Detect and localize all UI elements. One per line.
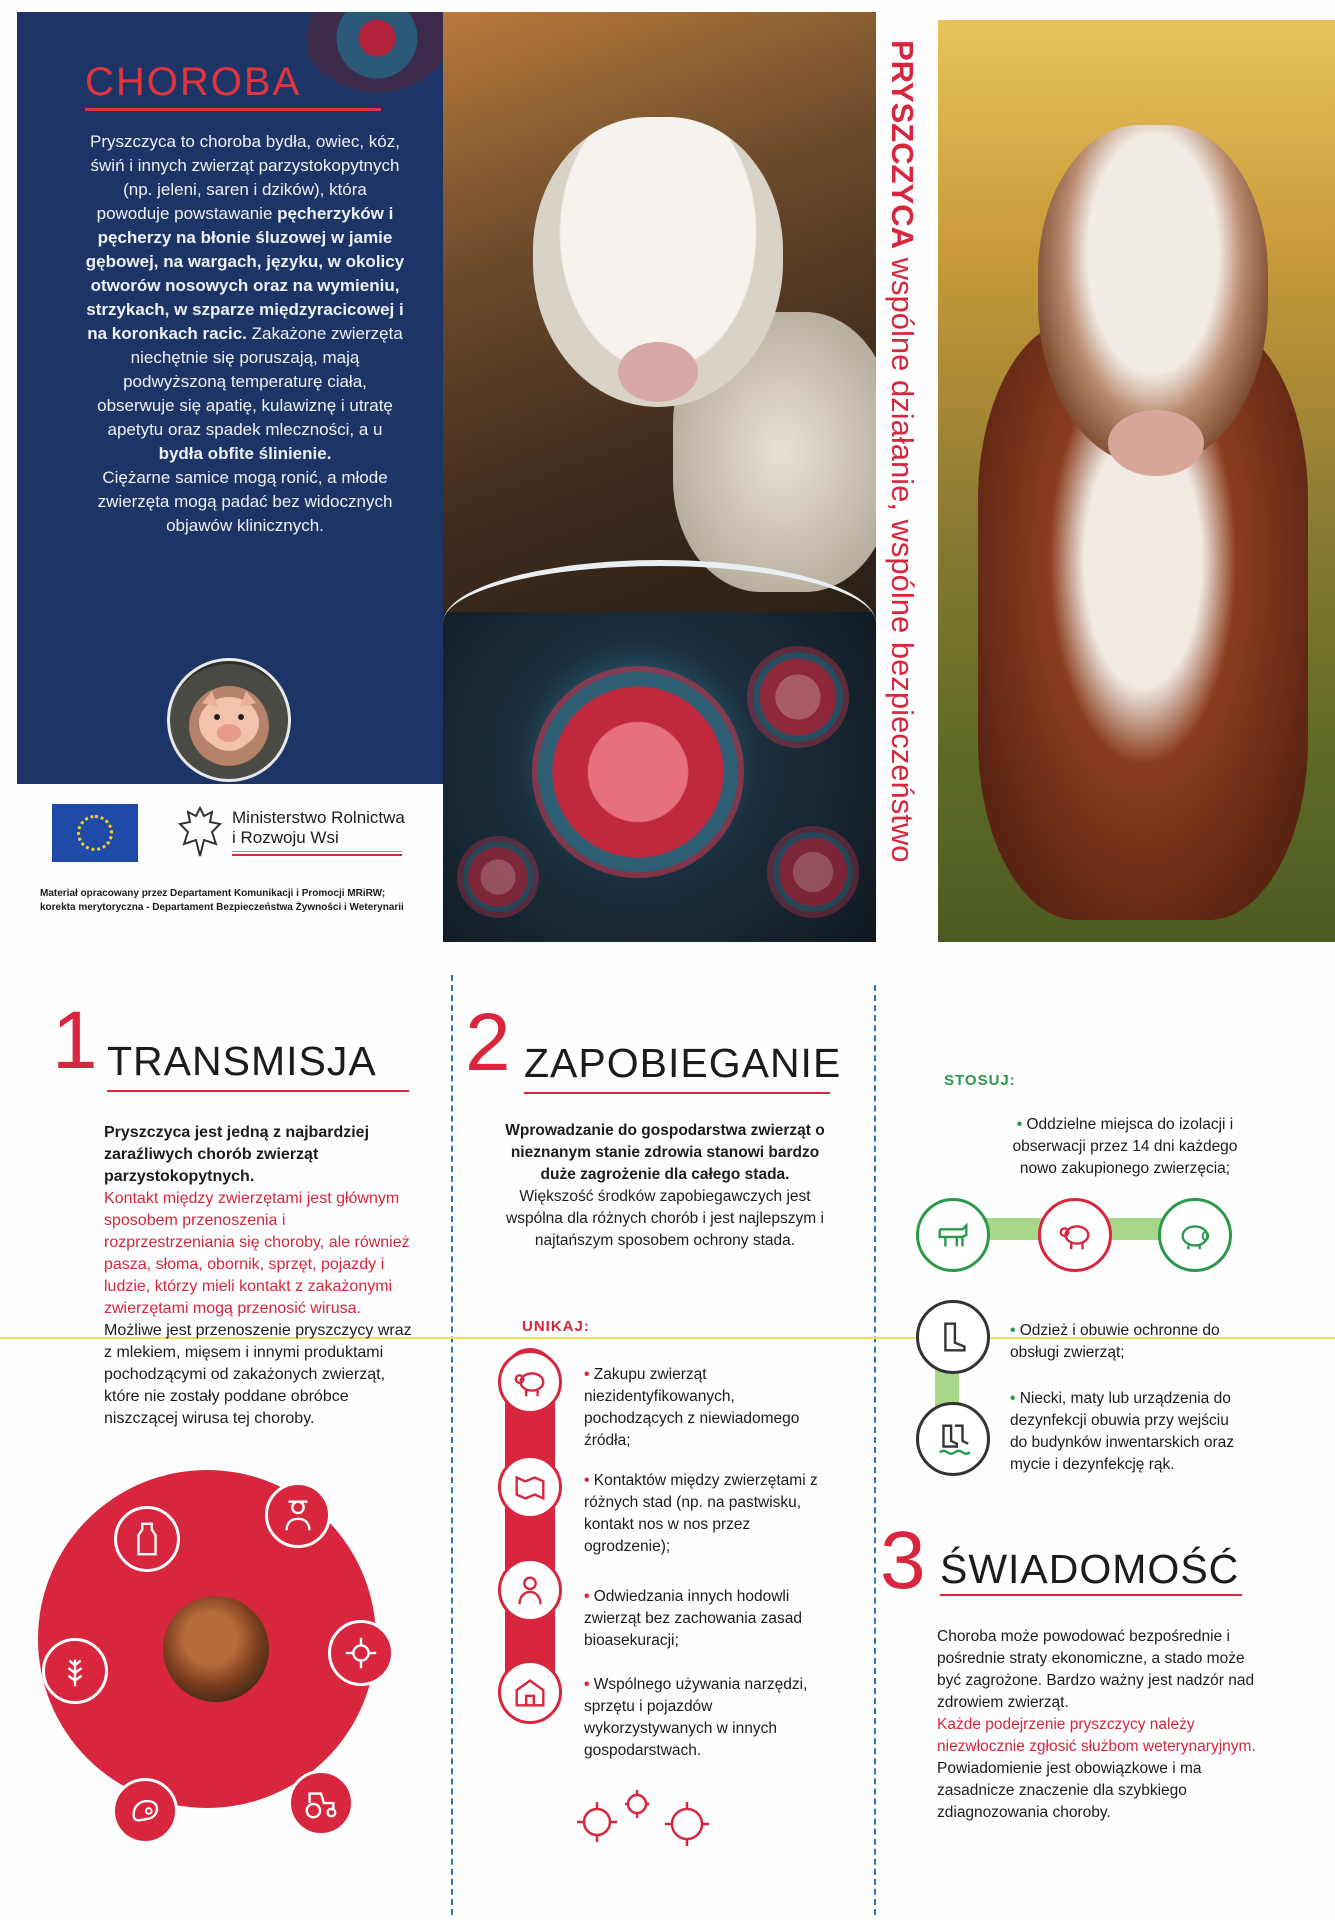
pig-photo [167,658,291,782]
credits-line1: Materiał opracowany przez Departament Komunikacji i Promocji MRiRW; [40,888,386,899]
avoid-label: UNIKAJ: [522,1318,590,1335]
section1-number: 1 [52,995,98,1086]
flag-stripe [232,851,402,856]
disease-panel [17,12,443,784]
ministry-name [232,808,405,848]
sheep-icon [1038,1198,1112,1272]
apply-item-text: Odzież i obuwie ochronne do obsługi zwierząt; [1010,1322,1220,1361]
section1-rest: Możliwe jest przenoszenie pryszczycy wraz z mlekiem, mięsem i innymi produktami pochodzącymi od zakażonych zwierząt, które nie zostały poddane obróbce niszczącej wirusa tej choroby. [104,1322,412,1427]
section3-title: ŚWIADOMOŚĆ [940,1546,1240,1592]
apply-item: • Niecki, maty lub urządzenia do dezynfekcji obuwia przy wejściu do budynków inwentarskich oraz mycie i dezynfekcję rąk. [1010,1390,1235,1473]
avoid-item: • Kontaktów między zwierzętami z różnych stad (np. na pastwisku, kontakt nos w nos przez ogrodzenie); [584,1472,818,1555]
cattle-photo [163,1596,269,1702]
apply-label: STOSUJ: [944,1072,1016,1089]
apply-item-text: Niecki, maty lub urządzenia do dezynfekcji obuwia przy wejściu do budynków inwentarskich oraz mycie i dezynfekcję rąk. [1010,1390,1235,1473]
vertical-title-rest: wspólne działanie, wspólne bezpieczeństwo [885,248,920,863]
section2-intro [505,1120,825,1252]
section1-title: TRANSMISJA [107,1038,377,1084]
section1-red-text: Kontakt między zwierzętami jest głównym sposobem przenoszenia i rozprzestrzeniania się choroby, ale również pasza, słoma, obornik, sprzęt, pojazdy i ludzie, którzy mieli kontakt z zakażonymi zwierzętami mogą przenosić wirusa. [104,1190,410,1317]
vertical-title [880,40,938,920]
section3-underline [940,1594,1242,1596]
milk-bottle-icon [114,1506,180,1572]
meat-icon [112,1778,178,1844]
credits [40,887,450,915]
ministry-line1: Ministerstwo Rolnictwa [232,808,405,827]
calf-photo [938,20,1335,942]
tractor-icon [288,1770,354,1836]
section3-text1: Choroba może powodować bezpośrednie i pośrednie straty ekonomiczne, a stado może być zagrożone. Bardzo ważny jest nadzór nad zdrowiem zwierząt. [937,1628,1255,1711]
vertical-title-bold: PRYSZCZYCA [885,40,920,249]
section2-title: ZAPOBIEGANIE [524,1040,842,1086]
choroba-description [85,130,405,538]
grain-icon [42,1638,108,1704]
avoid-item: • Wspólnego używania narzędzi, sprzętu i pojazdów wykorzystywanych w innych gospodarstwach. [584,1676,808,1759]
section3-text2: Powiadomienie jest obowiązkowe i ma zasadnicze znaczenie dla szybkiego zdiagnozowania choroby. [937,1760,1202,1821]
section3-red-text: Każde podejrzenie pryszczycy należy niezwłocznie zgłosić służbom weterynaryjnym. [937,1716,1256,1755]
person-icon [498,1558,562,1622]
virus-corner-image [302,12,443,92]
avoid-item-text: Odwiedzania innych hodowli zwierząt bez zachowania zasad bioasekuracji; [584,1588,802,1649]
virus-cluster-icon [572,1782,722,1852]
fold-line [874,985,876,1915]
avoid-item-text: Kontaktów między zwierzętami z różnych stad (np. na pastwisku, kontakt nos w nos przez ogrodzenie); [584,1472,818,1555]
sheep-icon [498,1350,562,1414]
calf-nose-shape [1108,410,1204,476]
section1-underline [107,1090,409,1092]
apply-item-text: Oddzielne miejsca do izolacji i obserwacji przez 14 dni każdego nowo zakupionego zwierzęcia; [1012,1116,1238,1177]
map-icon [498,1455,562,1519]
desc-bold: bydła obfite ślinienie. [158,444,332,463]
section1-intro: Pryszczyca jest jedną z najbardziej zaraźliwych chorób zwierząt parzystokopytnych. [104,1124,370,1185]
eu-flag-logo [52,804,138,862]
white-arc-divider [443,560,876,686]
poland-eagle-logo [178,804,222,860]
avoid-item-text: Wspólnego używania narzędzi, sprzętu i pojazdów wykorzystywanych w innych gospodarstwach. [584,1676,808,1759]
boot-icon [916,1300,990,1374]
virus-particle [463,842,533,912]
section2-intro-bold: Wprowadzanie do gospodarstwa zwierząt o nieznanym stanie zdrowia stanowi bardzo duże zagrożenie dla całego stada. [505,1122,825,1183]
virus-particle [538,672,738,872]
section2-underline [524,1092,830,1094]
avoid-item: • Zakupu zwierząt niezidentyfikowanych, pochodzących z niewiadomego źródła; [584,1366,800,1449]
avoid-item: • Odwiedzania innych hodowli zwierząt bez zachowania zasad bioasekuracji; [584,1588,802,1649]
section3-text [937,1626,1257,1824]
virus-particle [773,832,853,912]
farm-icon [498,1660,562,1724]
title-underline [85,108,381,111]
avoid-item-text: Zakupu zwierząt niezidentyfikowanych, pochodzących z niewiadomego źródła; [584,1366,800,1449]
desc-pregnancy: Ciężarne samice mogą ronić, a młode zwierzęta mogą padać bez widocznych objawów klinicznych. [97,468,393,535]
section3-number: 3 [880,1515,926,1606]
section2-intro-rest: Większość środków zapobiegawczych jest wspólna dla różnych chorób i jest najlepszym i najtańszym sposobem ochrony stada. [506,1188,824,1249]
disinfection-boot-icon [916,1402,990,1476]
sheep-nose-shape [618,342,698,402]
section1-text [104,1122,414,1430]
virus-icon [328,1620,394,1686]
section2-number: 2 [465,997,511,1088]
desc-bold: pęcherzyków i pęcherzy na błonie śluzowej w jamie gębowej, na wargach, języku, w okolicy otworów nosowych oraz na wymieniu, strzykach, w szparze międzyracicowej i na koronkach racic. [85,204,405,343]
choroba-title: CHOROBA [85,60,302,104]
credits-line2: korekta merytoryczna - Departament Bezpieczeństwa Żywności i Weterynarii [40,902,404,913]
fold-line [451,975,453,1915]
farmer-icon [265,1482,331,1548]
sheep-photo [443,12,876,612]
pig-icon [1158,1198,1232,1272]
apply-item: • Oddzielne miejsca do izolacji i obserwacji przez 14 dni każdego nowo zakupionego zwierzęcia; [1012,1116,1238,1177]
desc-part: Zakażone zwierzęta niechętnie się poruszają, mają podwyższoną temperaturę ciała, obserwuje się apatię, kulawiznę i utratę apetytu oraz spadek mleczności, a u [97,324,403,439]
desc-part: Pryszczyca to choroba bydła, owiec, kóz, świń i innych zwierząt parzystokopytnych (np. jeleni, saren i dzików), która powoduje powstawanie [90,132,400,223]
apply-item: • Odzież i obuwie ochronne do obsługi zwierząt; [1010,1322,1220,1361]
ministry-line2: i Rozwoju Wsi [232,828,339,847]
cow-icon [916,1198,990,1272]
